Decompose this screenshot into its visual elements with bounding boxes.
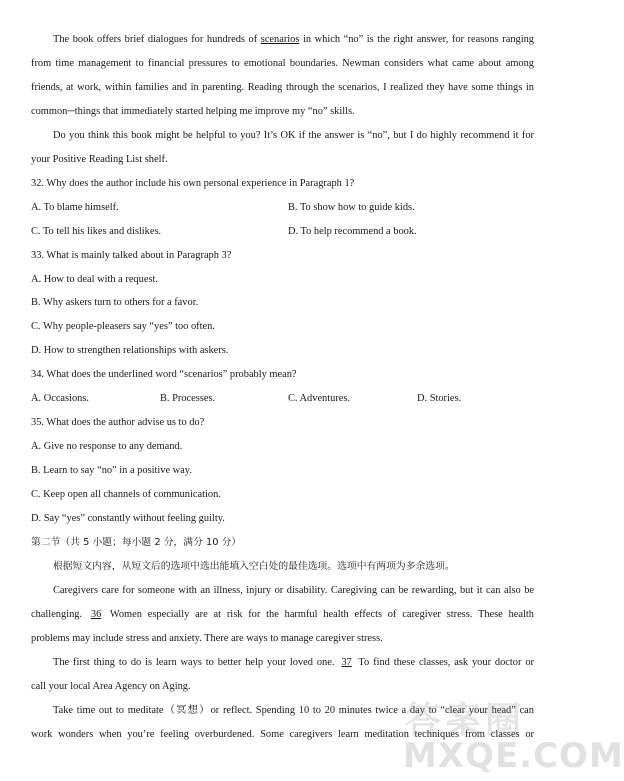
option-d: D. To help recommend a book. <box>288 226 417 237</box>
option-b: B. Learn to say “no” in a positive way. <box>31 465 192 476</box>
paragraph-line: Do you think this book might be helpful to you? It’s OK if the answer is “no”, but I do highly recommend it for <box>53 130 534 141</box>
option-b: B. Why askers turn to others for a favor. <box>31 297 199 308</box>
question-stem: 33. What is mainly talked about in Paragraph 3? <box>31 250 232 261</box>
paragraph-line: friends, at work, within families and in parenting. Reading through the scenarios, I realized they have some things in <box>31 82 534 93</box>
paragraph-line: your Positive Reading List shelf. <box>31 154 168 165</box>
text-run: The first thing to do is learn ways to better help your loved one. <box>53 657 335 668</box>
watermark-en: MXQE.COM <box>403 736 624 776</box>
option-c: C. Keep open all channels of communication. <box>31 489 221 500</box>
paragraph-line <box>31 608 534 621</box>
paragraph-line: call your local Area Agency on Aging. <box>31 681 191 692</box>
paragraph-line: Caregivers care for someone with an illness, injury or disability. Caregiving can be rewarding, but it can also be <box>53 585 534 596</box>
watermark-logo <box>395 688 624 776</box>
option-c: C. Why people-pleasers say “yes” too often. <box>31 321 215 332</box>
question-stem: 34. What does the underlined word “scenarios” probably mean? <box>31 369 297 380</box>
question-stem: 32. Why does the author include his own personal experience in Paragraph 1? <box>31 178 355 189</box>
paragraph-line: problems may include stress and anxiety. There are ways to manage caregiver stress. <box>31 633 383 644</box>
text-run: The book offers brief dialogues for hundreds of <box>53 34 261 45</box>
option-a: A. Give no response to any demand. <box>31 441 183 452</box>
option-b: B. To show how to guide kids. <box>288 202 415 213</box>
paragraph-line <box>53 33 534 46</box>
option-a: A. Occasions. <box>31 393 90 404</box>
paragraph-line: work wonders when you’re feeling overburdened. Some caregivers learn meditation techniques from classes or <box>31 729 534 740</box>
section-instruction: 根据短文内容，从短文后的选项中选出能填入空白处的最佳选项。选项中有两项为多余选项。 <box>53 561 455 572</box>
text-run: Women especially are at risk for the harmful health effects of caregiver stress. These health <box>109 609 534 620</box>
option-c: C. To tell his likes and dislikes. <box>31 226 162 237</box>
question-stem: 35. What does the author advise us to do? <box>31 417 205 428</box>
underlined-word: scenarios <box>260 34 300 45</box>
option-d: D. Stories. <box>417 393 462 404</box>
option-d: D. How to strengthen relationships with askers. <box>31 345 229 356</box>
option-a: A. To blame himself. <box>31 202 119 213</box>
option-a: A. How to deal with a request. <box>31 274 158 285</box>
watermark-cn: 答案圈 <box>405 700 526 741</box>
paragraph-line: common─things that immediately started helping me improve my “no” skills. <box>31 106 355 117</box>
section-heading: 第二节（共 5 小题；每小题 2 分，满分 10 分） <box>31 537 242 548</box>
blank-37: 37 <box>341 657 352 668</box>
option-d: D. Say “yes” constantly without feeling guilty. <box>31 513 225 524</box>
option-b: B. Processes. <box>160 393 216 404</box>
text-run: challenging. <box>31 609 83 620</box>
text-run: in which “no” is the right answer, for reasons ranging <box>299 34 534 45</box>
text-run: To find these classes, ask your doctor or <box>358 657 534 668</box>
blank-36: 36 <box>90 609 102 620</box>
paragraph-line <box>53 656 534 669</box>
paragraph-line: Take time out to meditate（冥想）or reflect. Spending 10 to 20 minutes twice a day to “clear your head” can <box>53 705 534 716</box>
option-c: C. Adventures. <box>288 393 351 404</box>
paragraph-line: from time management to financial pressures to emotional boundaries. Newman considers what came about among <box>31 58 534 69</box>
